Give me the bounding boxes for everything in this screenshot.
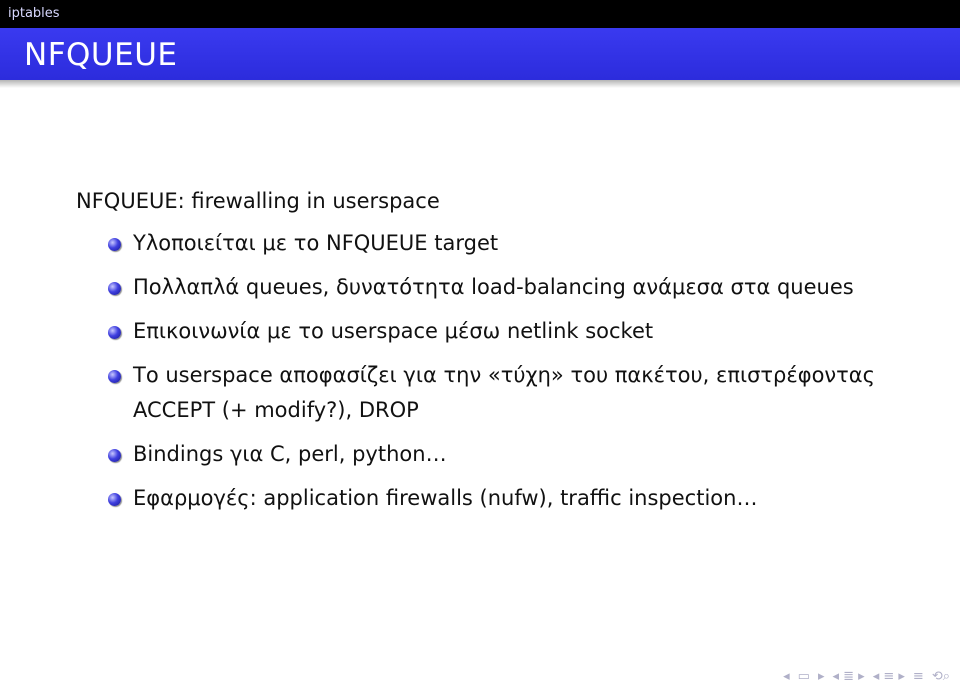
slide-content [76, 186, 896, 525]
item-text: Εφαρμογές: application firewalls (nufw), traffic inspection… [133, 486, 758, 510]
item-text: Bindings για C, perl, python… [133, 442, 447, 466]
list-item [76, 481, 896, 516]
list-item [76, 437, 896, 472]
bullet-icon [108, 282, 121, 295]
bullet-icon [108, 493, 121, 506]
list-item [76, 270, 896, 305]
item-text: Υλοποιείται με το NFQUEUE target [133, 231, 499, 255]
item-text: Πολλαπλά queues, δυνατότητα load-balancing ανάμεσα στα queues [133, 275, 854, 299]
list-item [76, 314, 896, 349]
section-label[interactable]: iptables [8, 6, 60, 21]
navigation-bar [783, 666, 950, 686]
item-text: Επικοινωνία με το userspace μέσω netlink socket [133, 319, 654, 343]
bullet-icon [108, 326, 121, 339]
bullet-icon [108, 449, 121, 462]
section-icon[interactable]: ◂ ≡ ▸ [872, 668, 905, 684]
bullet-list [76, 226, 896, 516]
list-item [76, 358, 896, 428]
block-title: NFQUEUE: firewalling in userspace [76, 189, 440, 213]
left-arrow-icon[interactable]: ◂ [783, 668, 790, 684]
subsection-icon[interactable]: ◂ ≣ ▸ [832, 668, 865, 684]
list-item [76, 226, 896, 261]
search-icon[interactable]: ⟲⌕ [931, 668, 950, 684]
item-text: Το userspace αποφασίζει για την «τύχη» του πακέτου, επιστρέφοντας ACCEPT (+ modify?), DROP [133, 363, 875, 422]
frame-title: NFQUEUE [24, 37, 178, 73]
bullet-icon [108, 370, 121, 383]
frame-title-bar [0, 28, 960, 80]
bullet-icon [108, 238, 121, 251]
right-arrow-icon[interactable]: ▸ [817, 668, 825, 684]
align-icon[interactable]: ≡ [912, 668, 924, 684]
title-shadow [0, 80, 960, 88]
frame-icon[interactable]: ▭ [797, 668, 810, 684]
header-bar [0, 0, 960, 28]
